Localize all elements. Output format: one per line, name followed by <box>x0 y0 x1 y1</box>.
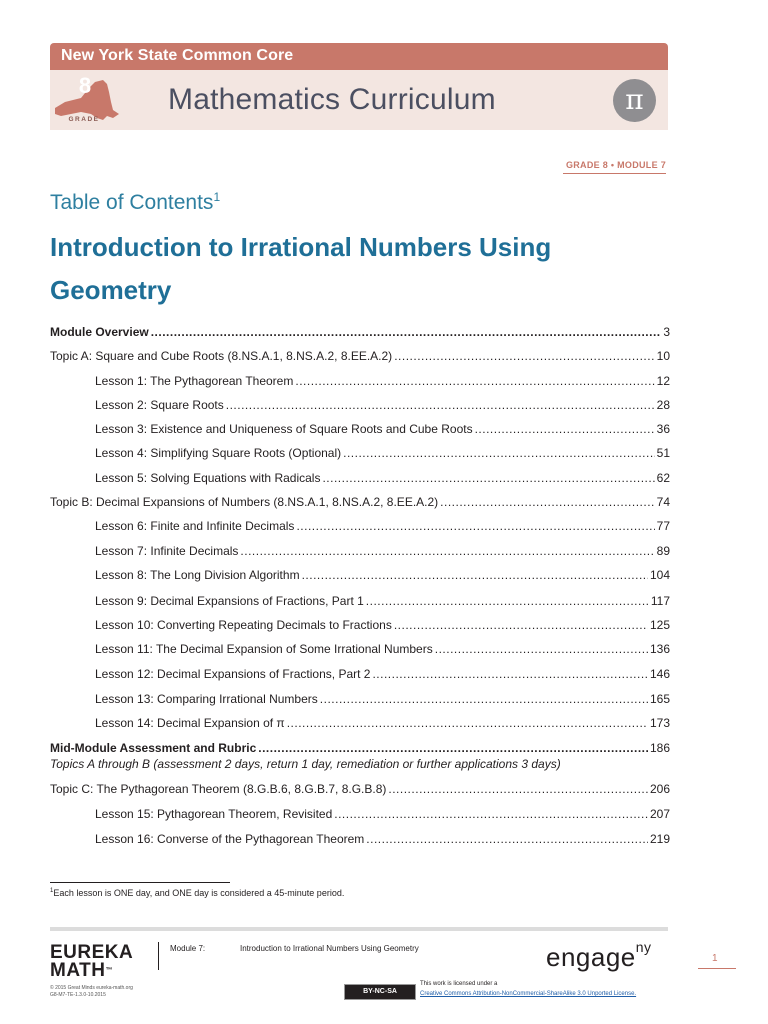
program-name: New York State Common Core <box>61 47 294 64</box>
math-word: MATH <box>50 960 106 981</box>
toc-entry-page: 104 <box>649 568 670 582</box>
toc-entry[interactable] <box>95 806 670 822</box>
toc-entry-page: 74 <box>656 495 670 509</box>
leader-dots <box>320 691 648 707</box>
toc-entry[interactable] <box>95 445 670 461</box>
leader-dots <box>366 831 648 847</box>
toc-entry[interactable] <box>95 715 670 731</box>
toc-entry-page: 12 <box>656 374 670 388</box>
footer-module-label: Module 7: <box>170 944 206 953</box>
footnote-text: Each lesson is ONE day, and ONE day is considered a 45-minute period. <box>53 888 345 898</box>
toc-entry[interactable] <box>95 617 670 633</box>
leader-dots <box>435 641 648 657</box>
toc-entry-label: Lesson 4: Simplifying Square Roots (Optional) <box>95 446 342 460</box>
toc-entry-label: Lesson 6: Finite and Infinite Decimals <box>95 519 295 533</box>
leader-dots <box>475 421 655 437</box>
toc-entry[interactable] <box>95 641 670 657</box>
toc-entry-page: 3 <box>663 325 670 339</box>
toc-heading-footnote-marker: 1 <box>213 190 221 204</box>
toc-entry-label: Lesson 10: Converting Repeating Decimals to Fractions <box>95 618 392 632</box>
toc-entry-page: 146 <box>649 667 670 681</box>
toc-entry-label: Mid-Module Assessment and Rubric <box>50 741 257 755</box>
eureka-math-logo <box>50 944 133 980</box>
toc-entry-label: Lesson 8: The Long Division Algorithm <box>95 568 300 582</box>
leader-dots <box>394 617 648 633</box>
toc-entry-page: 206 <box>649 782 670 796</box>
ny-superscript: ny <box>635 939 652 956</box>
leader-dots <box>322 470 654 486</box>
cc-badge-text: BY-NC-SA <box>363 988 397 995</box>
footnote-rule <box>50 882 230 883</box>
toc-entry-page: 77 <box>656 519 670 533</box>
toc-entry[interactable] <box>95 691 670 707</box>
leader-dots <box>388 781 648 797</box>
header-banner <box>50 43 668 130</box>
toc-entry[interactable] <box>50 348 670 364</box>
banner-bottom-strip <box>50 70 668 130</box>
copyright-info <box>50 985 133 999</box>
footer-rule <box>50 927 668 931</box>
toc-entry[interactable] <box>95 567 670 583</box>
toc-entry-label: Lesson 3: Existence and Uniqueness of Square Roots and Cube Roots <box>95 422 473 436</box>
page-number: 1 <box>712 953 718 964</box>
module-tag-underline <box>563 173 666 174</box>
trademark-symbol: ™ <box>105 967 113 974</box>
toc-entry[interactable] <box>95 373 670 389</box>
page-number-rule <box>698 968 736 969</box>
toc-entry[interactable] <box>50 781 670 797</box>
grade-number: 8 <box>78 73 92 98</box>
leader-dots <box>440 494 654 510</box>
toc-entry[interactable] <box>95 831 670 847</box>
toc-entry-label: Lesson 1: The Pythagorean Theorem <box>95 374 294 388</box>
toc-entry-page: 165 <box>649 692 670 706</box>
banner-top-strip <box>50 43 668 70</box>
toc-entry-page: 62 <box>656 471 670 485</box>
toc-entry[interactable] <box>95 593 670 609</box>
license-link[interactable]: Creative Commons Attribution-NonCommercial-ShareAlike 3.0 Unported License. <box>420 991 637 997</box>
leader-dots <box>295 373 654 389</box>
toc-entry-page: 207 <box>649 807 670 821</box>
toc-entry[interactable] <box>50 494 670 510</box>
toc-entry[interactable] <box>95 470 670 486</box>
toc-entry-page: 10 <box>656 349 670 363</box>
leader-dots <box>287 715 648 731</box>
creative-commons-icon[interactable] <box>344 984 416 1000</box>
toc-entry-page: 36 <box>656 422 670 436</box>
toc-entry-label: Lesson 12: Decimal Expansions of Fractions, Part 2 <box>95 667 371 681</box>
toc-entry-page: 117 <box>650 594 670 608</box>
toc-entry-page: 51 <box>656 446 670 460</box>
toc-entry-page: 89 <box>656 544 670 558</box>
toc-entry[interactable] <box>95 397 670 413</box>
toc-entry[interactable] <box>95 421 670 437</box>
toc-entry-label: Lesson 16: Converse of the Pythagorean Theorem <box>95 832 365 846</box>
leader-dots <box>240 543 654 559</box>
toc-entry-label: Lesson 11: The Decimal Expansion of Some Irrational Numbers <box>95 642 433 656</box>
toc-entry-label: Lesson 15: Pythagorean Theorem, Revisited <box>95 807 333 821</box>
footer-divider <box>158 942 159 970</box>
toc-entry-label: Lesson 2: Square Roots <box>95 398 224 412</box>
engage-word: engage <box>546 942 636 972</box>
copyright-text: © 2015 Great Minds eureka-math.org <box>50 985 133 991</box>
toc-entry-label: Lesson 7: Infinite Decimals <box>95 544 239 558</box>
toc-entry[interactable] <box>95 543 670 559</box>
leader-dots <box>302 567 648 583</box>
toc-entry-label: Lesson 13: Comparing Irrational Numbers <box>95 692 318 706</box>
module-tag: GRADE 8 • MODULE 7 <box>565 160 666 170</box>
toc-entry[interactable] <box>50 324 670 340</box>
leader-dots <box>258 740 648 756</box>
pi-icon: π <box>613 79 656 122</box>
eureka-word: EUREKA <box>50 942 134 963</box>
leader-dots <box>394 348 654 364</box>
footnote <box>50 888 344 898</box>
leader-dots <box>151 324 662 340</box>
toc-heading-text: Table of Contents <box>50 191 214 214</box>
toc-entry-page: 28 <box>656 398 670 412</box>
toc-entry[interactable] <box>95 666 670 682</box>
toc-entry-label: Topic A: Square and Cube Roots (8.NS.A.1, 8.NS.A.2, 8.EE.A.2) <box>50 349 393 363</box>
toc-entry-label: Topic C: The Pythagorean Theorem (8.G.B.6, 8.G.B.7, 8.G.B.8) <box>50 782 387 796</box>
toc-entry-label: Module Overview <box>50 325 149 339</box>
toc-entry[interactable] <box>95 518 670 534</box>
toc-entry-page: 136 <box>649 642 670 656</box>
leader-dots <box>343 445 655 461</box>
footer-module-title: Introduction to Irrational Numbers Using Geometry <box>240 944 419 953</box>
leader-dots <box>226 397 655 413</box>
footnote-marker: 1 <box>50 888 54 894</box>
toc-entry-label: Topic B: Decimal Expansions of Numbers (8.NS.A.1, 8.NS.A.2, 8.EE.A.2) <box>50 495 439 509</box>
toc-entry-page: 125 <box>649 618 670 632</box>
toc-entry-label: Lesson 9: Decimal Expansions of Fractions, Part 1 <box>95 594 364 608</box>
toc-entry-label: Lesson 14: Decimal Expansion of π <box>95 716 285 730</box>
toc-entry-page: 219 <box>649 832 670 846</box>
leader-dots <box>334 806 648 822</box>
toc-entry-label: Lesson 5: Solving Equations with Radicals <box>95 471 321 485</box>
toc-entry[interactable] <box>50 740 670 756</box>
toc-entry-page: 173 <box>649 716 670 730</box>
mid-module-note: Topics A through B (assessment 2 days, return 1 day, remediation or further applications 3 days) <box>50 757 561 771</box>
toc-entry-page: 186 <box>649 741 670 755</box>
module-title: Introduction to Irrational Numbers Using Geometry <box>50 232 552 305</box>
leader-dots <box>366 593 649 609</box>
toc-heading <box>50 190 220 215</box>
license-text: This work is licensed under a <box>420 981 498 987</box>
leader-dots <box>372 666 648 682</box>
engageny-logo <box>546 939 652 973</box>
curriculum-title: Mathematics Curriculum <box>168 83 496 116</box>
leader-dots <box>296 518 654 534</box>
grade-label: GRADE <box>68 116 100 123</box>
doc-code: G8-M7-TE-1.3.0-10.2015 <box>50 992 106 998</box>
